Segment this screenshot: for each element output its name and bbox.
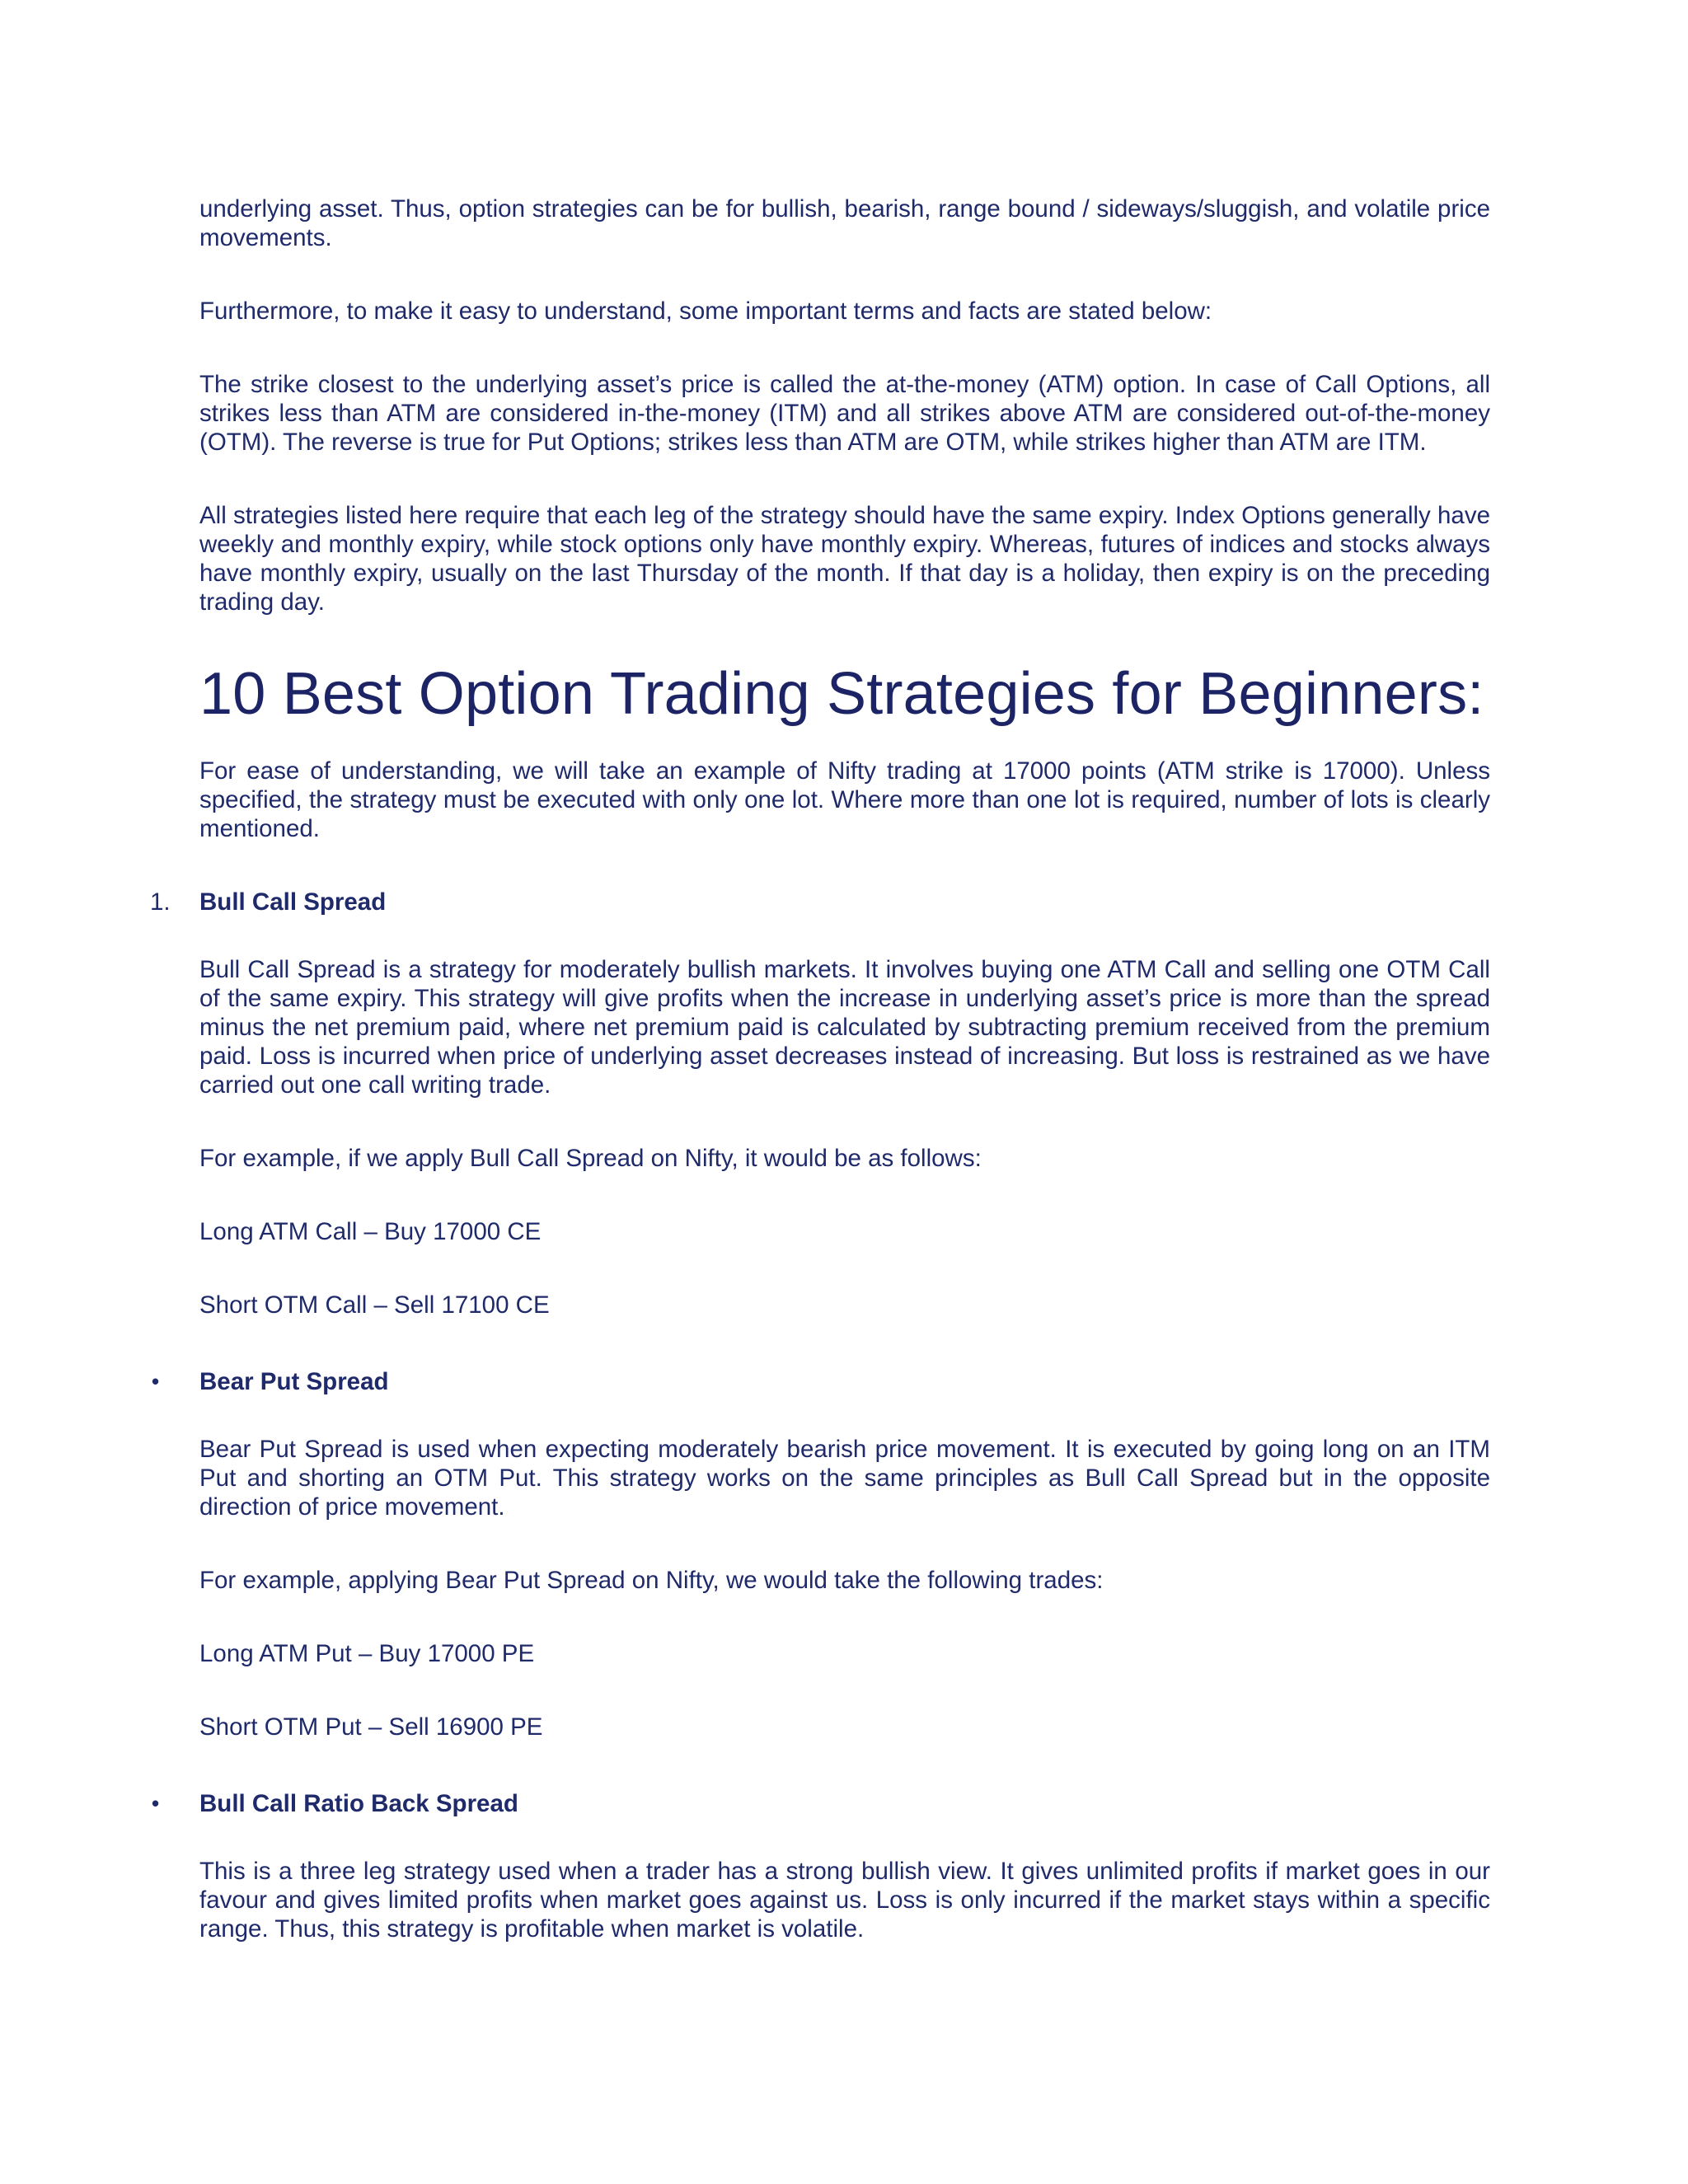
strategy-leg: Long ATM Put – Buy 17000 PE [199,1640,535,1667]
strategy-description: Bull Call Spread is a strategy for moderately bullish markets. It involves buying one ATM Call and selling one OTM Call of the same expiry. This strategy will give profits when the increase in underlying asset’s price is more than the spread minus the net premium paid, where net premium paid is calculated by subtracting premium received from the premium paid. Loss is incurred when price of underlying asset decreases instead of increasing. But loss is restrained as we have carried out one call writing trade. [199,956,1490,1099]
strategy-leg: Long ATM Call – Buy 17000 CE [199,1218,542,1245]
atm-explanation-paragraph: The strike closest to the underlying asset’s price is called the at-the-money (ATM) option. In case of Call Options, all strikes less than ATM are considered in-the-money (ITM) and all strikes above ATM are considered out-of-the-money (OTM). The reverse is true for Put Options; strikes less than ATM are OTM, while strikes higher than ATM are ITM. [199,371,1490,456]
intro-continuation-paragraph: underlying asset. Thus, option strategies can be for bullish, bearish, range bound / sideways/sluggish, and volatile price movements. [199,195,1490,251]
bullet-marker: • [152,1369,160,1394]
strategy-leg: Short OTM Call – Sell 17100 CE [199,1291,550,1319]
strategy-heading-bull-call-spread [150,888,1490,916]
strategy-example-intro: For example, if we apply Bull Call Spread on Nifty, it would be as follows: [199,1145,982,1172]
strategy-example-intro: For example, applying Bear Put Spread on Nifty, we would take the following trades: [199,1567,1104,1594]
strategy-heading-bull-call-ratio-back-spread [152,1789,1490,1818]
strategy-title: Bull Call Spread [199,888,387,916]
strategy-title: Bull Call Ratio Back Spread [199,1790,518,1817]
strategy-description: Bear Put Spread is used when expecting moderately bearish price movement. It is executed by going long on an ITM Put and shorting an OTM Put. This strategy works on the same principles as Bull Call Spread but in the opposite direction of price movement. [199,1436,1490,1521]
document-body [150,194,1490,1943]
strategy-description: This is a three leg strategy used when a trader has a strong bullish view. It gives unlimited profits if market goes in our favour and gives limited profits when market goes against us. Loss is only incurred if the market stays within a specific range. Thus, this strategy is profitable when market is volatile. [199,1858,1490,1943]
intro-terms-paragraph: Furthermore, to make it easy to understand, some important terms and facts are stated below: [199,298,1212,325]
bullet-marker: • [152,1791,160,1816]
strategy-leg: Short OTM Put – Sell 16900 PE [199,1713,543,1741]
section-heading: 10 Best Option Trading Strategies for Beginners: [199,661,1484,727]
expiry-explanation-paragraph: All strategies listed here require that each leg of the strategy should have the same expiry. Index Options generally have weekly and monthly expiry, while stock options only have monthly expiry. Whereas, futures of indices and stocks always have monthly expiry, usually on the last Thursday of the month. If that day is a holiday, then expiry is on the preceding trading day. [199,502,1490,616]
heading-intro-paragraph: For ease of understanding, we will take an example of Nifty trading at 17000 points (ATM strike is 17000). Unless specified, the strategy must be executed with only one lot. Where more than one lot is required, number of lots is clearly mentioned. [199,757,1490,842]
list-number: 1. [150,888,171,916]
strategy-heading-bear-put-spread [152,1367,1490,1396]
strategy-title: Bear Put Spread [199,1368,389,1395]
